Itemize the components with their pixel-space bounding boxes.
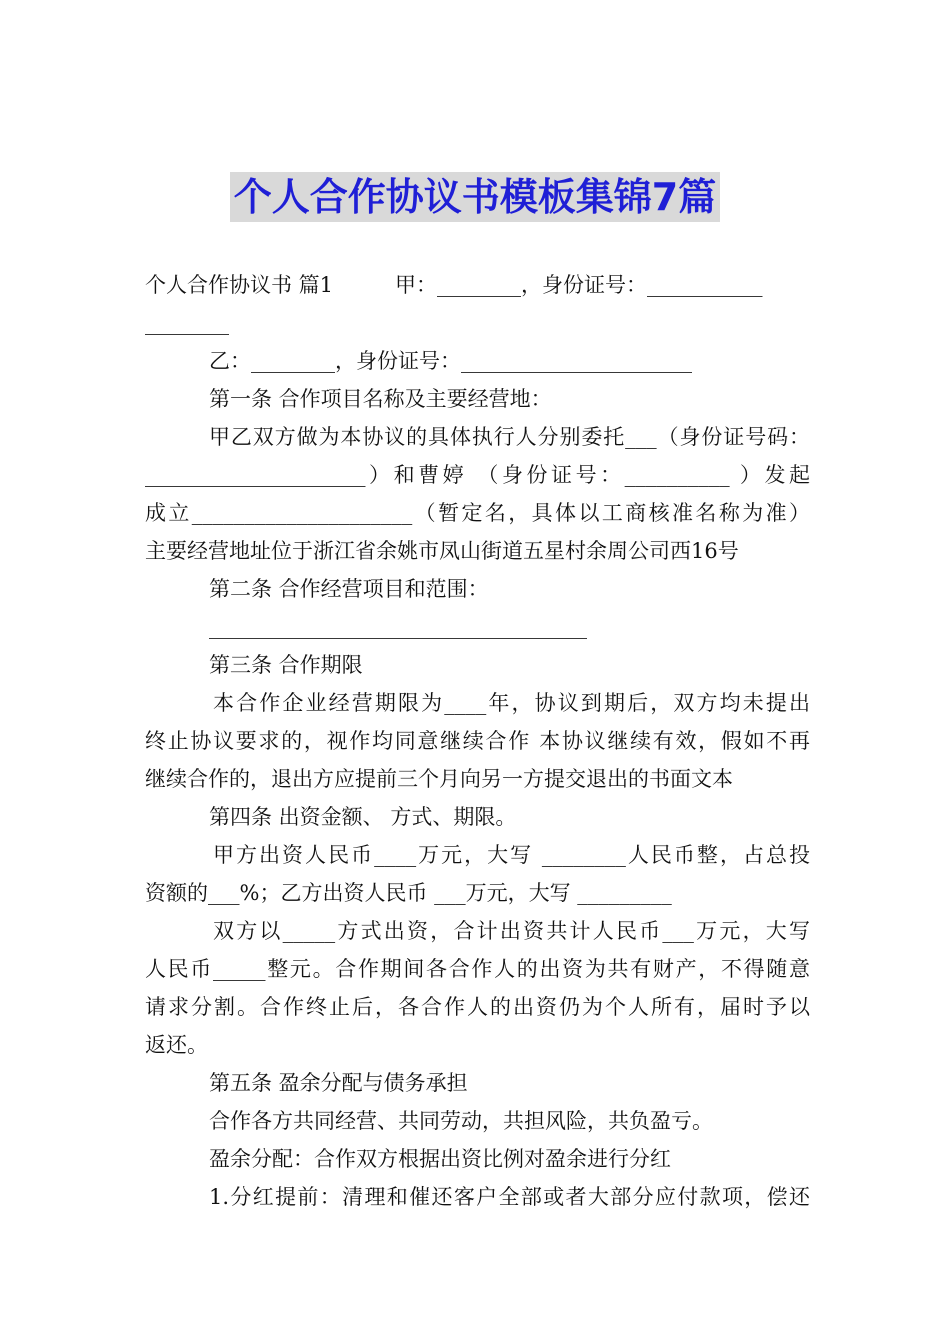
party-a-line: 甲：________，身份证号：___________ xyxy=(395,273,763,297)
title-wrap xyxy=(0,172,950,222)
paragraph-line: 返还。 xyxy=(145,1033,208,1057)
paragraph-line xyxy=(145,266,810,304)
paragraph-line: ________ xyxy=(145,311,229,335)
paragraph-line: 甲乙双方做为本协议的具体执行人分别委托___（身份证号码： xyxy=(209,425,810,449)
paragraph-line: 人民币_____整元。合作期间各合作人的出资为共有财产，不得随意 xyxy=(145,957,810,981)
party-b-line: 乙：________，身份证号：______________________ xyxy=(209,349,692,373)
paragraph-line: 甲方出资人民币____万元，大写 ________人民币整，占总投 xyxy=(213,843,810,867)
document-title: 个人合作协议书模板集锦7篇 xyxy=(230,172,720,222)
paragraph-line: 盈余分配：合作双方根据出资比例对盈余进行分红 xyxy=(209,1147,671,1171)
paragraph-line: 请求分割。合作终止后，各合作人的出资仍为个人所有，届时予以 xyxy=(145,995,810,1019)
article-heading: 第三条 合作期限 xyxy=(209,653,363,677)
paragraph-line: 本合作企业经营期限为____年，协议到期后，双方均未提出 xyxy=(213,691,810,715)
section-label: 个人合作协议书 篇1 xyxy=(145,273,334,297)
article-heading: 第二条 合作经营项目和范围： xyxy=(209,577,489,601)
article-heading: 第四条 出资金额、 方式、期限。 xyxy=(209,805,517,829)
paragraph-line: 继续合作的，退出方应提前三个月向另一方提交退出的书面文本 xyxy=(145,767,733,791)
paragraph-line: 主要经营地址位于浙江省余姚市凤山街道五星村余周公司西16号 xyxy=(145,539,739,563)
document-body xyxy=(145,266,810,1216)
paragraph-line: 终止协议要求的，视作均同意继续合作 本协议继续有效，假如不再 xyxy=(145,729,810,753)
paragraph-line: 1.分红提前：清理和催还客户全部或者大部分应付款项，偿还 xyxy=(209,1185,810,1209)
paragraph-line: 合作各方共同经营、共同劳动，共担风险，共负盈亏。 xyxy=(209,1109,713,1133)
article-heading: 第五条 盈余分配与债务承担 xyxy=(209,1071,468,1095)
article-heading: 第一条 合作项目名称及主要经营地： xyxy=(209,387,552,411)
blank-line: ____________________________________ xyxy=(209,615,587,639)
paragraph-line: 双方以_____方式出资，合计出资共计人民币___万元，大写 xyxy=(213,919,810,943)
paragraph-line: _____________________）和曹婷 （身份证号：__________ ）发起 xyxy=(145,463,810,487)
paragraph-line: 成立_____________________（暂定名，具体以工商核准名称为准） xyxy=(145,501,810,525)
paragraph-line: 资额的___%；乙方出资人民币 ___万元，大写 _________ xyxy=(145,881,672,905)
